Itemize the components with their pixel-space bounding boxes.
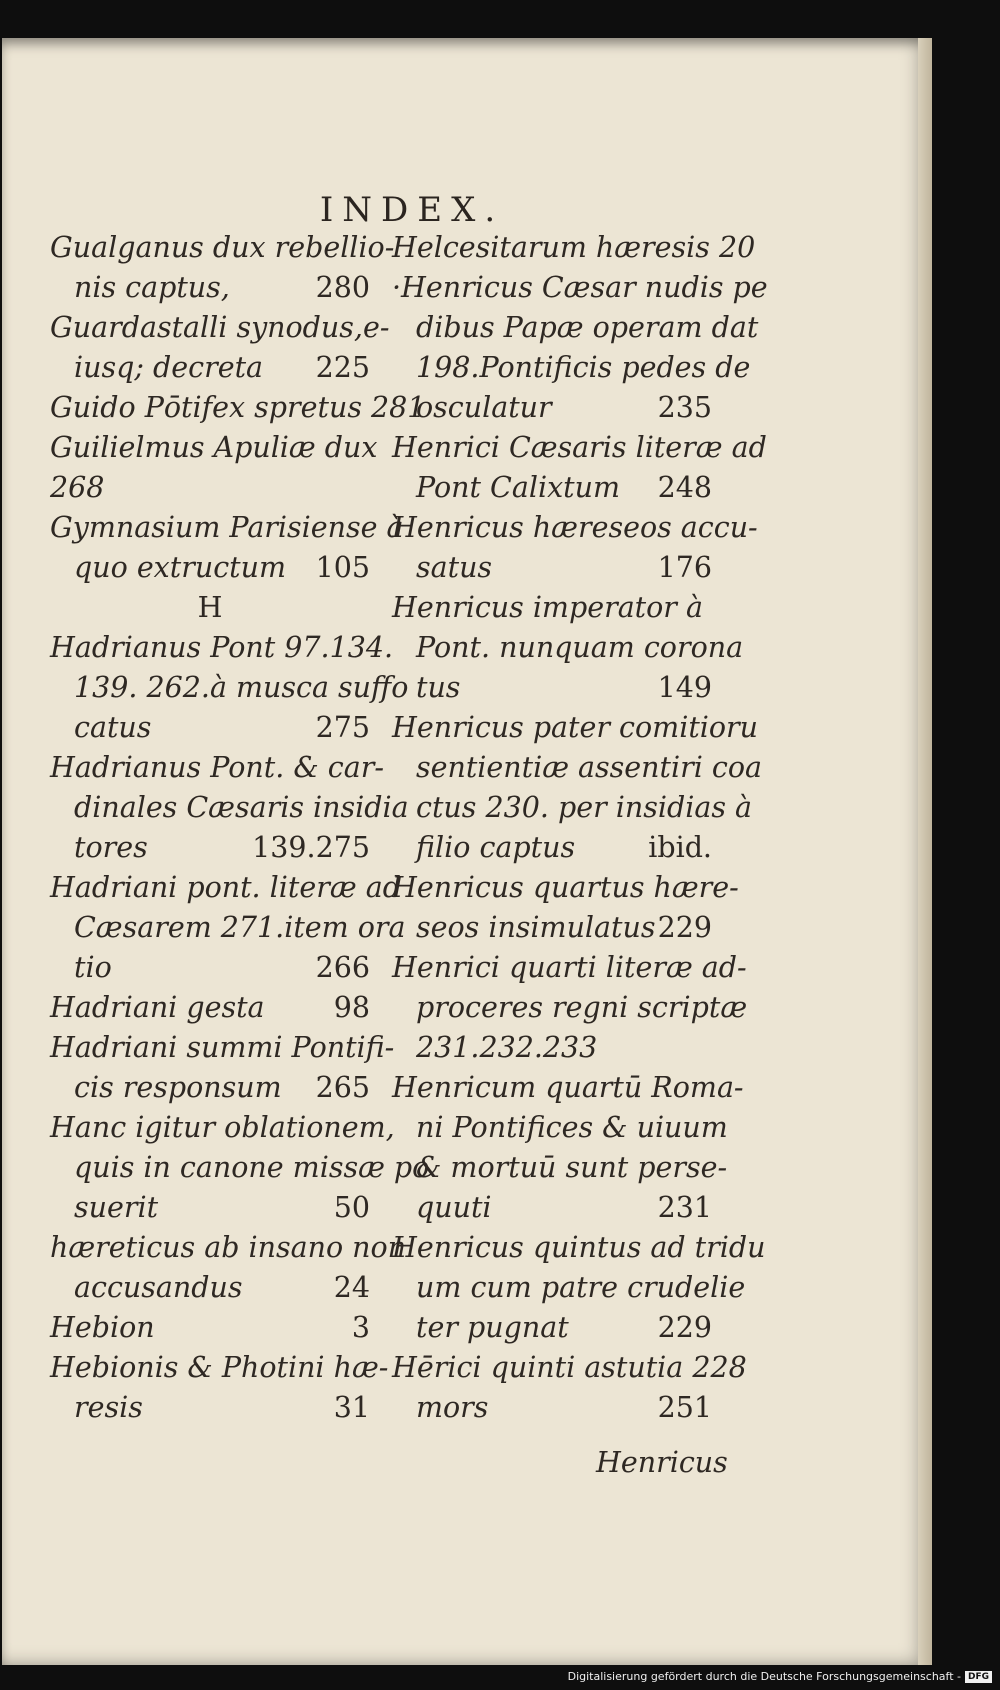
page-reference: 149: [657, 671, 712, 704]
index-entry-text: Pont. nunquam corona: [416, 631, 744, 664]
index-entry-text: Hadrianus Pont. & car-: [50, 751, 384, 784]
index-line: [392, 708, 759, 748]
index-entry-text: suerit: [74, 1191, 159, 1224]
index-entry-text: Hadriani gesta: [50, 991, 265, 1024]
page-reference: 31: [333, 1391, 370, 1424]
index-line: [392, 788, 753, 828]
index-entry-text: Hadrianus Pont 97.134.: [50, 631, 394, 664]
index-line: [392, 668, 712, 708]
index-entry-text: Hadriani summi Pontifi-: [50, 1031, 395, 1064]
index-entry-text: Hērici quinti astutia 228: [392, 1351, 747, 1384]
index-entry-text: Pont Calixtum: [416, 471, 620, 504]
index-entry-text: Henricus quintus ad tridu: [392, 1231, 766, 1264]
index-line: [50, 548, 370, 588]
index-entry-text: 198.Pontificis pedes de: [416, 351, 751, 384]
index-entry-text: Henricus pater comitioru: [392, 711, 759, 744]
index-line: [392, 348, 751, 388]
index-line: [392, 468, 712, 508]
index-line: [50, 1228, 407, 1268]
index-line: [50, 228, 395, 268]
index-entry-text: quuti: [416, 1191, 492, 1224]
index-line: [50, 1028, 395, 1068]
page-edge: [918, 38, 932, 1665]
page-reference: 3: [351, 1311, 370, 1344]
page-reference: 275: [315, 711, 370, 744]
index-line: [392, 1068, 744, 1108]
index-entry-text: Gualganus dux rebellio-: [50, 231, 395, 264]
index-entry-text: dinales Cæsaris insidia: [74, 791, 409, 824]
index-entry-text: hæreticus ab insano non: [50, 1231, 407, 1264]
index-line: [50, 468, 370, 508]
index-entry-text: proceres regni scriptæ: [416, 991, 748, 1024]
index-entry-text: tores: [74, 831, 148, 864]
index-line: [50, 948, 370, 988]
page-reference: 235: [657, 391, 712, 424]
page-reference: 229: [657, 911, 712, 944]
index-entry-text: cis responsum: [74, 1071, 282, 1104]
index-line: [50, 828, 370, 868]
index-entry-text: iusq; decreta: [74, 351, 264, 384]
index-entry-text: Guilielmus Apuliæ dux: [50, 431, 378, 464]
index-entry-text: H: [197, 591, 223, 624]
section-letter: [50, 588, 370, 628]
index-line: [50, 388, 426, 428]
index-entry-text: Hebion: [50, 1311, 155, 1344]
index-entry-text: Henricus quartus hære-: [392, 871, 739, 904]
page-reference: 231: [657, 1191, 712, 1224]
index-entry-text: sentientiæ assentiri coa: [416, 751, 762, 784]
index-line: [50, 1348, 389, 1388]
page-reference: 280: [315, 271, 370, 304]
index-entry-text: Hadriani pont. literæ ad: [50, 871, 401, 904]
index-line: [50, 508, 404, 548]
index-entry-text: mors: [416, 1391, 489, 1424]
index-line: [50, 668, 409, 708]
index-line: [50, 708, 370, 748]
index-line: [392, 1188, 712, 1228]
index-line: [392, 828, 712, 868]
index-entry-text: osculatur: [416, 391, 552, 424]
index-line: [392, 228, 756, 268]
footer-text: Digitalisierung gefördert durch die Deutsche Forschungsgemeinschaft -: [567, 1670, 961, 1683]
index-entry-text: filio captus: [416, 831, 576, 864]
index-line: [392, 1388, 712, 1428]
index-line: [392, 1028, 712, 1068]
index-entry-text: Cæsarem 271.item ora: [74, 911, 406, 944]
index-entry-text: nis captus,: [74, 271, 230, 304]
index-line: [392, 1268, 746, 1308]
index-line: [392, 1108, 728, 1148]
index-line: [392, 1228, 766, 1268]
index-entry-text: ter pugnat: [416, 1311, 569, 1344]
left-column: [50, 228, 430, 1428]
digitization-footer: [568, 1670, 992, 1683]
index-entry-text: um cum patre crudelie: [416, 1271, 746, 1304]
index-entry-text: quo extructum: [74, 551, 286, 584]
index-entry-text: & mortuū sunt perse-: [416, 1151, 728, 1184]
page-reference: 229: [657, 1311, 712, 1344]
index-entry-text: accusandus: [74, 1271, 243, 1304]
index-entry-text: tus: [416, 671, 461, 704]
page-reference: 176: [657, 551, 712, 584]
index-entry-text: Gymnasium Parisiense à: [50, 511, 404, 544]
index-entry-text: satus: [416, 551, 493, 584]
index-entry-text: tio: [74, 951, 112, 984]
index-entry-text: resis: [74, 1391, 143, 1424]
index-entry-text: quis in canone missæ po: [74, 1151, 430, 1184]
page-reference: 265: [315, 1071, 370, 1104]
index-line: [392, 388, 712, 428]
index-line: [50, 1308, 370, 1348]
index-entry-text: 231.232.233: [416, 1031, 598, 1064]
index-line: [392, 948, 747, 988]
index-line: [392, 548, 712, 588]
index-line: [50, 308, 390, 348]
index-line: [50, 428, 378, 468]
index-line: [392, 428, 767, 468]
index-line: [392, 908, 712, 948]
page-reference: 98: [333, 991, 370, 1024]
index-line: [50, 868, 401, 908]
page-reference: ibid.: [648, 831, 712, 864]
index-line: [50, 788, 409, 828]
page-reference: 50: [333, 1191, 370, 1224]
index-line: [392, 1148, 728, 1188]
dfg-logo: DFG: [965, 1671, 992, 1683]
index-line: [50, 908, 406, 948]
index-entry-text: Guardastalli synodus,e-: [50, 311, 390, 344]
running-head: INDEX.: [319, 190, 505, 230]
index-entry-text: Hanc igitur oblationem,: [50, 1111, 395, 1144]
page-reference: 266: [315, 951, 370, 984]
book-page: [2, 38, 932, 1665]
index-line: [50, 1388, 370, 1428]
page-reference: 248: [657, 471, 712, 504]
index-entry-text: 139. 262.à musca suffo: [74, 671, 409, 704]
index-entry-text: ni Pontifices & uiuum: [416, 1111, 728, 1144]
index-entry-text: Hebionis & Photini hæ-: [50, 1351, 389, 1384]
index-line: [50, 1188, 370, 1228]
index-entry-text: seos insimulatus: [416, 911, 656, 944]
index-line: [50, 1068, 370, 1108]
index-line: [392, 588, 712, 628]
page-reference: 225: [315, 351, 370, 384]
index-entry-text: ·Henricus Cæsar nudis pe: [392, 271, 768, 304]
right-column: [392, 228, 768, 1428]
catchword: Henricus: [596, 1446, 728, 1479]
index-entry-text: dibus Papæ operam dat: [416, 311, 759, 344]
index-line: [392, 988, 748, 1028]
index-line: [392, 308, 759, 348]
index-entry-text: Henricum quartū Roma-: [392, 1071, 744, 1104]
index-line: [392, 268, 768, 308]
index-entry-text: Henricus imperator à: [392, 591, 703, 624]
index-line: [50, 268, 370, 308]
index-line: [50, 988, 370, 1028]
page-reference: 105: [315, 551, 370, 584]
index-line: [392, 868, 739, 908]
index-line: [50, 348, 370, 388]
page-reference: 24: [333, 1271, 370, 1304]
index-line: [50, 1148, 430, 1188]
index-entry-text: 268: [50, 471, 105, 504]
index-line: [392, 1308, 712, 1348]
index-line: [392, 1348, 747, 1388]
index-entry-text: Guido Pōtifex spretus 281: [50, 391, 426, 424]
index-entry-text: Henricus hæreseos accu-: [392, 511, 758, 544]
index-line: [392, 628, 744, 668]
index-line: [50, 1108, 395, 1148]
index-line: [392, 748, 762, 788]
index-entry-text: Henrici quarti literæ ad-: [392, 951, 747, 984]
index-entry-text: Helcesitarum hæresis 20: [392, 231, 756, 264]
index-line: [50, 628, 394, 668]
index-line: [50, 1268, 370, 1308]
index-entry-text: Henrici Cæsaris literæ ad: [392, 431, 767, 464]
index-line: [50, 748, 384, 788]
index-entry-text: catus: [74, 711, 152, 744]
index-line: [392, 508, 758, 548]
page-reference: 251: [657, 1391, 712, 1424]
page-reference: 139.275: [252, 831, 370, 864]
index-entry-text: ctus 230. per insidias à: [416, 791, 753, 824]
